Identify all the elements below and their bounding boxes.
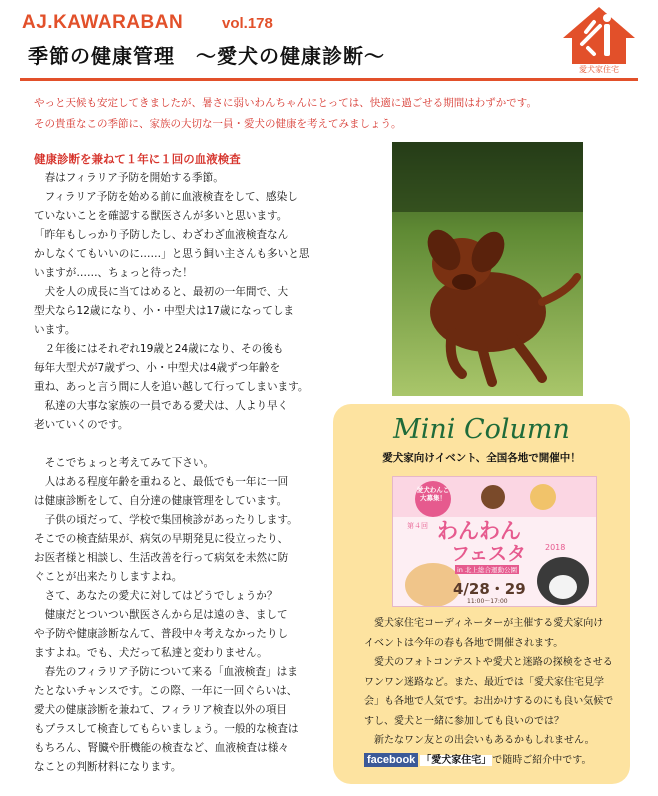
mini-line: 会」も各地で人気です。お出かけするのにも良い気候で <box>364 696 614 707</box>
article-line: かしなくてもいいのに……」と思う飼い主さんも多いと思 <box>34 248 310 260</box>
article-line: 愛犬の健康診断を兼ねて、フィラリア検査以外の項目 <box>34 704 287 716</box>
mini-column-title: Mini Column <box>393 414 570 445</box>
facebook-page-name[interactable]: 「愛犬家住宅」 <box>421 754 492 766</box>
article-line: フィラリア予防を始める前に血液検査をして、感染し <box>34 191 298 203</box>
flyer-issue: 第４回 <box>407 522 428 530</box>
article-line: 「昨年もしっかり予防したし、わざわざ血液検査なん <box>34 229 289 241</box>
mini-column-subtitle: 愛犬家向けイベント、全国各地で開催中！ <box>382 452 581 464</box>
article-line: そこでの検査結果が、病気の早期発見に役立ったり、 <box>34 533 289 545</box>
flyer-title-1: わんわん <box>437 519 521 543</box>
flyer-time: 11:00〜17:00 <box>467 598 508 605</box>
article-line: や予防や健康診断なんて、普段中々考えなかったりし <box>34 628 289 640</box>
intro-line: その貴重なこの季節に、家族の大切な一員・愛犬の健康を考えてみましょう。 <box>34 118 402 130</box>
article-line: 重ね、あっと言う間に人を追い越して行ってしまいます。 <box>34 381 309 393</box>
article-line: 老いていくのです。 <box>34 419 129 431</box>
article-line: 子供の頃だって、学校で集団検診があったりします。 <box>34 514 298 526</box>
article-line: 毎年大型犬が7歳ずつ、小・中型犬は4歳ずつ年齢を <box>34 362 281 374</box>
article-line: 春はフィラリア予防を開始する季節。 <box>34 172 224 184</box>
mini-footer <box>364 751 622 771</box>
article-line: たとないチャンスです。この際、一年に一回ぐらいは、 <box>34 685 298 697</box>
article-line: 人はある程度年齢を重ねると、最低でも一年に一回 <box>34 476 289 488</box>
newsletter-brand: AJ.KAWARABAN <box>22 12 184 33</box>
article-line: もプラスして検査してもらいましょう。一般的な検査は <box>34 723 299 735</box>
article-line: もちろん、腎臓や肝機能の検査など、血液検査は様々 <box>34 742 289 754</box>
title-underline <box>20 78 638 81</box>
article-line: 型犬なら12歳になり、小・中型犬は17歳になってしま <box>34 305 295 317</box>
article-line: ぐことが出来たりしますよね。 <box>34 571 183 583</box>
article-line: 健康だとついつい獣医さんから足は遠のき、まして <box>34 609 288 621</box>
article-line: いますが……、ちょっと待った！ <box>34 267 193 279</box>
article-body <box>34 150 310 777</box>
flyer-year: 2018 <box>545 543 566 552</box>
article-line: そこでちょっと考えてみて下さい。 <box>34 457 215 469</box>
issue-number: vol.178 <box>222 15 273 32</box>
page-title: 季節の健康管理 ～愛犬の健康診断～ <box>28 44 385 68</box>
event-flyer-image <box>392 476 597 607</box>
dog-photo <box>392 142 583 396</box>
flyer-bubble: 愛犬わんこ大募集！ <box>416 486 450 502</box>
article-line: は健康診断をして、自分達の健康管理をしています。 <box>34 495 288 507</box>
article-line: お医者様と相談し、生活改善を行って病気を未然に防 <box>34 552 289 564</box>
mini-column-body <box>364 614 622 770</box>
mini-line: 新たなワン友との出会いもあるかもしれません。 <box>364 735 595 746</box>
mini-line: 愛犬家住宅コーディネーターが主催する愛犬家向け <box>364 618 604 629</box>
mini-line: ワンワン迷路など。また、最近では「愛犬家住宅見学 <box>364 676 604 688</box>
flyer-title-2: フェスタ <box>451 543 527 565</box>
logo-caption: 愛犬家住宅 <box>579 65 619 74</box>
mini-line: イベントは今年の春も各地で開催されます。 <box>364 637 564 649</box>
article-line: 犬を人の成長に当てはめると、最初の一年間で、大 <box>34 286 289 298</box>
article-heading: 健康診断を兼ねて１年に１回の血液検査 <box>34 152 241 166</box>
article-line: ていないことを確認する獣医さんが多いと思います。 <box>34 210 288 222</box>
mini-line: 愛犬のフォトコンテストや愛犬と迷路の探検をさせる <box>364 657 613 668</box>
article-line: 私達の大事な家族の一員である愛犬は、人より早く <box>34 400 289 412</box>
article-line: さて、あなたの愛犬に対してはどうでしょうか？ <box>34 590 278 602</box>
article-line: なことの判断材料になります。 <box>34 761 182 773</box>
intro-line: やっと天候も安定してきましたが、暑さに弱いわんちゃんにとっては、快適に過ごせる期間はわずかです。 <box>34 97 537 109</box>
footer-text: で随時ご紹介中です。 <box>492 754 592 766</box>
article-line: います。 <box>34 324 76 336</box>
article-line: 春先のフィラリア予防について来る「血液検査」はま <box>34 666 298 678</box>
facebook-badge[interactable]: facebook <box>364 753 418 767</box>
mini-line: すし、愛犬と一緒に参加しても良いのでは？ <box>364 715 564 727</box>
flyer-date: 4/28・29 <box>453 580 526 598</box>
article-line: ますよね。でも、犬だって私達と変わりません。 <box>34 647 268 659</box>
paragraph-gap <box>34 435 310 454</box>
flyer-venue: in 北上総合運動公園 <box>457 566 517 574</box>
article-line: ２年後にはそれぞれ19歳と24歳になり、その後も <box>34 343 284 355</box>
